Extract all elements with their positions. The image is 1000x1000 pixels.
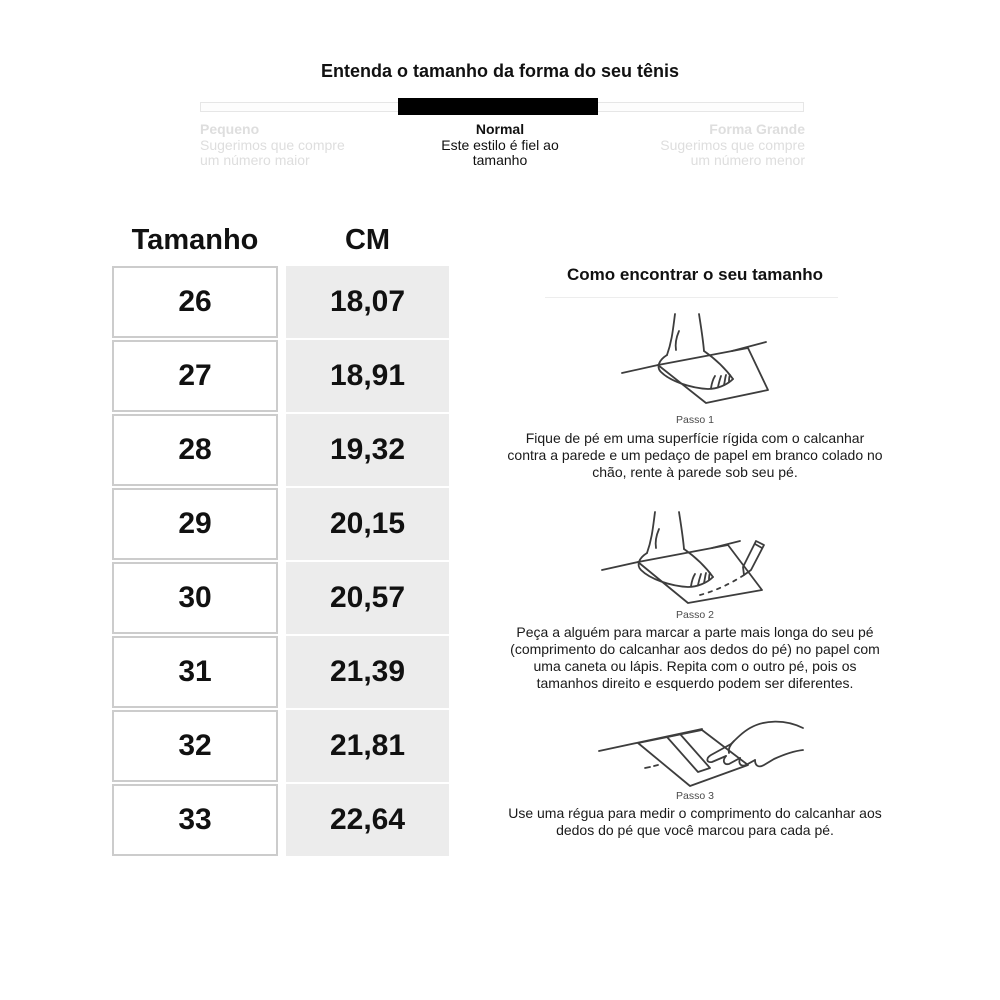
cm-cell: 18,91	[286, 340, 449, 412]
step-text: Fique de pé em uma superfície rígida com o calcanhar contra a parede e um pedaço de papel em branco colado no chão, rente à parede sob seu pé.	[507, 430, 883, 480]
size-cell: 31	[112, 636, 278, 708]
fit-option-label: Forma Grande	[709, 121, 805, 137]
table-row	[112, 414, 449, 486]
size-cell: 28	[112, 414, 278, 486]
size-cell: 26	[112, 266, 278, 338]
page-title: Entenda o tamanho da forma do seu tênis	[320, 61, 680, 81]
hand-ruler-measuring-icon	[597, 710, 807, 792]
fit-option-pequeno	[200, 122, 368, 169]
fit-option-description: Sugerimos que compre um número menor	[660, 136, 805, 168]
cm-cell: 20,57	[286, 562, 449, 634]
foot-pencil-marking-icon	[600, 498, 800, 608]
cm-cell: 21,81	[286, 710, 449, 782]
size-cell: 30	[112, 562, 278, 634]
column-header-tamanho: Tamanho	[131, 224, 259, 256]
step-label: Passo 3	[676, 790, 714, 802]
cm-cell: 20,15	[286, 488, 449, 560]
step-text: Peça a alguém para marcar a parte mais longa do seu pé (comprimento do calcanhar aos dedos do pé) no papel com uma caneta ou lápis. Repita com o outro pé, pois os tamanhos direito e esquerdo podem ser diferentes.	[510, 624, 880, 691]
table-row	[112, 636, 449, 708]
fit-option-label: Pequeno	[200, 121, 260, 137]
step-label: Passo 1	[676, 414, 714, 426]
table-row	[112, 710, 449, 782]
fit-option-description: Este estilo é fiel ao tamanho	[441, 136, 559, 168]
table-row	[112, 784, 449, 856]
size-cell: 33	[112, 784, 278, 856]
fit-option-forma-grande	[637, 122, 805, 169]
size-table-header	[112, 224, 449, 257]
fit-option-label: Normal	[475, 121, 525, 137]
size-cell: 27	[112, 340, 278, 412]
table-row	[112, 266, 449, 338]
cm-cell: 22,64	[286, 784, 449, 856]
size-cell: 29	[112, 488, 278, 560]
fit-option-normal	[415, 122, 585, 169]
size-cell: 32	[112, 710, 278, 782]
size-table	[112, 224, 449, 858]
table-row	[112, 562, 449, 634]
fit-scale-selected-segment	[398, 98, 598, 115]
step-text: Use uma régua para medir o comprimento do calcanhar aos dedos do pé que você marcou para cada pé.	[508, 805, 882, 838]
column-header-cm: CM	[344, 224, 391, 256]
table-row	[112, 340, 449, 412]
howto-title: Como encontrar o seu tamanho	[567, 265, 823, 284]
cm-cell: 18,07	[286, 266, 449, 338]
step-label: Passo 2	[676, 609, 714, 621]
divider	[545, 297, 838, 298]
cm-cell: 19,32	[286, 414, 449, 486]
foot-on-paper-icon	[620, 302, 780, 406]
cm-cell: 21,39	[286, 636, 449, 708]
fit-option-description: Sugerimos que compre um número maior	[200, 136, 345, 168]
table-row	[112, 488, 449, 560]
